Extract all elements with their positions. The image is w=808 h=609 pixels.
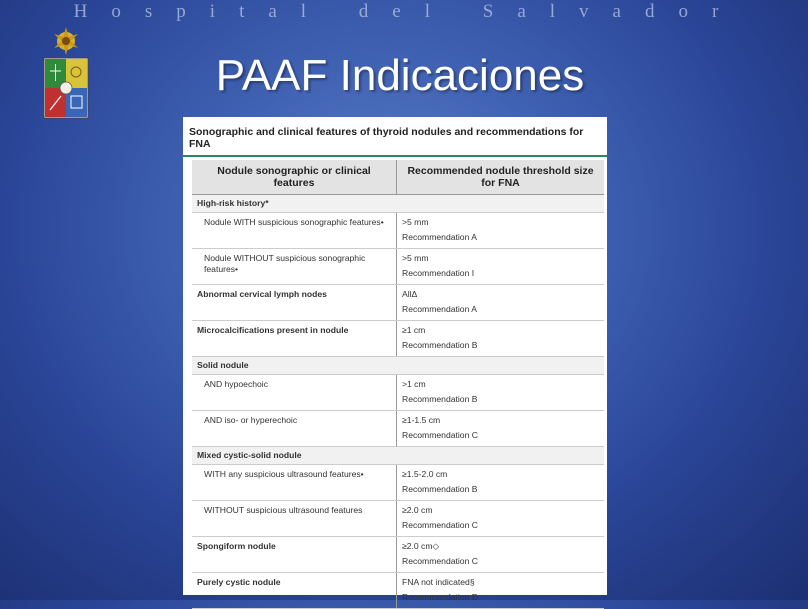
- threshold-value: >5 mm: [402, 217, 429, 227]
- threshold-value: ≥1 cm: [402, 325, 426, 335]
- threshold-value: ≥2.0 cm◇: [402, 541, 440, 551]
- feature-cell: Spongiform nodule: [192, 537, 397, 573]
- section-row-mixed: Mixed cystic-solid nodule: [192, 447, 604, 465]
- table-header-row: [192, 160, 604, 195]
- table-row: [192, 249, 604, 285]
- hospital-name-header: Hospital del Salvador: [73, 1, 743, 22]
- table-row: [192, 501, 604, 537]
- recommendation-grade: Recommendation C: [402, 520, 478, 530]
- recommendation-grade: Recommendation A: [402, 304, 477, 314]
- feature-cell: WITHOUT suspicious ultrasound features: [192, 501, 397, 537]
- threshold-cell: [397, 321, 605, 357]
- table-row: [192, 285, 604, 321]
- feature-cell: Abnormal cervical lymph nodes: [192, 285, 397, 321]
- threshold-cell: [397, 573, 605, 609]
- table-row: [192, 213, 604, 249]
- section-row-solid: Solid nodule: [192, 357, 604, 375]
- table-row: [192, 375, 604, 411]
- threshold-cell: [397, 465, 605, 501]
- feature-cell: WITH any suspicious ultrasound features•: [192, 465, 397, 501]
- recommendation-grade: Recommendation E: [402, 592, 478, 602]
- threshold-value: AllΔ: [402, 289, 418, 299]
- feature-cell: AND hypoechoic: [192, 375, 397, 411]
- table-row: [192, 411, 604, 447]
- table-row: [192, 465, 604, 501]
- feature-cell: Nodule WITHOUT suspicious sonographic features•: [192, 249, 397, 285]
- recommendation-grade: Recommendation B: [402, 394, 478, 404]
- column-header-threshold: Recommended nodule threshold size for FNA: [397, 160, 605, 195]
- table-row: [192, 321, 604, 357]
- recommendation-grade: Recommendation C: [402, 556, 478, 566]
- slide-title: PAAF Indicaciones: [215, 51, 585, 100]
- threshold-value: ≥1.5-2.0 cm: [402, 469, 448, 479]
- threshold-value: >1 cm: [402, 379, 426, 389]
- threshold-cell: [397, 375, 605, 411]
- recommendation-grade: Recommendation C: [402, 430, 478, 440]
- table-caption: Sonographic and clinical features of thyroid nodules and recommendations for FNA: [183, 117, 607, 157]
- threshold-value: >5 mm: [402, 253, 429, 263]
- feature-cell: AND iso- or hyperechoic: [192, 411, 397, 447]
- section-row-high-risk: High-risk history*: [192, 195, 604, 213]
- threshold-cell: [397, 213, 605, 249]
- feature-cell: Nodule WITH suspicious sonographic features•: [192, 213, 397, 249]
- recommendation-grade: Recommendation A: [402, 232, 477, 242]
- guideline-table-panel: [183, 117, 607, 602]
- threshold-cell: [397, 501, 605, 537]
- threshold-value: FNA not indicated§: [402, 577, 475, 587]
- recommendation-grade: Recommendation B: [402, 484, 478, 494]
- column-header-features: Nodule sonographic or clinical features: [192, 160, 397, 195]
- feature-cell: Microcalcifications present in nodule: [192, 321, 397, 357]
- threshold-cell: [397, 537, 605, 573]
- fna-recommendations-table: [192, 160, 604, 609]
- table-row: [192, 573, 604, 609]
- table-row: [192, 537, 604, 573]
- recommendation-grade: Recommendation B: [402, 340, 478, 350]
- threshold-cell: [397, 285, 605, 321]
- threshold-cell: [397, 249, 605, 285]
- recommendation-grade: Recommendation I: [402, 268, 475, 278]
- threshold-value: ≥2.0 cm: [402, 505, 433, 515]
- threshold-value: ≥1-1.5 cm: [402, 415, 441, 425]
- feature-cell: Purely cystic nodule: [192, 573, 397, 609]
- threshold-cell: [397, 411, 605, 447]
